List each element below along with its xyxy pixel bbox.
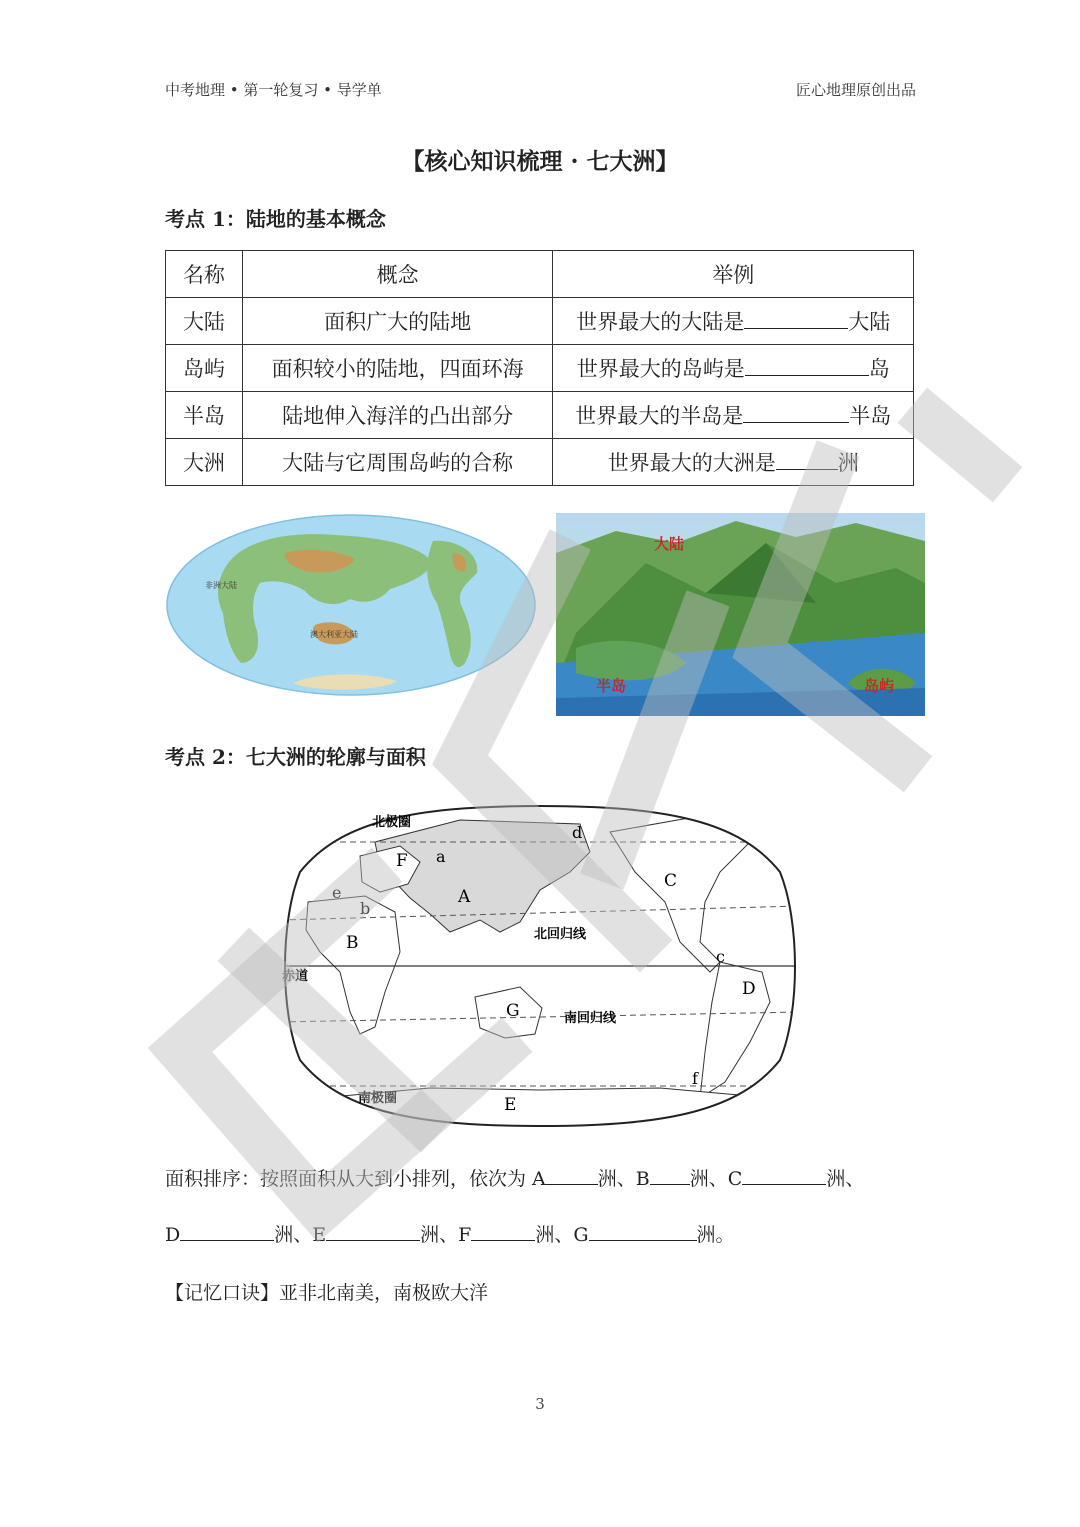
header-right: 匠心地理原创出品 — [795, 81, 916, 99]
example-suffix: 半岛 — [849, 404, 892, 429]
answer-blank[interactable] — [744, 306, 848, 329]
tropic-cancer-label: 北回归线 — [534, 927, 587, 942]
label-island: 岛屿 — [864, 677, 895, 695]
table-cell — [553, 439, 914, 486]
continent-label-A: A — [458, 887, 471, 907]
table-cell: 大陆与它周围岛屿的合称 — [242, 439, 553, 486]
table-cell: 岛屿 — [166, 345, 243, 392]
fill-zhou: 洲 — [535, 1223, 555, 1246]
boundary-label-f: f — [692, 1069, 698, 1088]
fill-sep: 、F — [439, 1223, 472, 1246]
table-row — [166, 345, 914, 392]
table-row — [166, 392, 914, 439]
continent-label-F: F — [396, 851, 408, 871]
boundary-label-e: e — [332, 883, 342, 902]
table-cell: 大洲 — [166, 439, 243, 486]
example-suffix: 岛 — [868, 357, 890, 382]
equator-label: 赤道 — [282, 969, 309, 984]
continent-label-C: C — [664, 871, 678, 891]
fill-zhou: 洲 — [420, 1223, 440, 1246]
table-cell: 面积广大的陆地 — [242, 298, 553, 345]
fill-zhou: 洲 — [274, 1223, 294, 1246]
boundary-label-a: a — [436, 847, 446, 866]
answer-blank-F[interactable] — [471, 1220, 535, 1241]
example-suffix: 大陆 — [848, 310, 891, 335]
answer-blank-G[interactable] — [589, 1220, 697, 1241]
example-text: 世界最大的岛屿是 — [576, 357, 745, 382]
table-cell: 大陆 — [166, 298, 243, 345]
continent-label-E: E — [504, 1095, 517, 1115]
table-row — [166, 298, 914, 345]
tropic-capricorn-label: 南回归线 — [564, 1011, 617, 1026]
label-continent: 大陆 — [654, 535, 685, 553]
example-suffix: 洲 — [837, 451, 859, 476]
table-cell: 陆地伸入海洋的凸出部分 — [242, 392, 553, 439]
section2-heading: 考点 2：七大洲的轮廓与面积 — [165, 745, 426, 769]
fill-sep: 、E — [293, 1223, 327, 1246]
answer-blank[interactable] — [745, 353, 869, 376]
answer-blank[interactable] — [776, 447, 838, 470]
globe-label-australia: 澳大利亚大陆 — [310, 630, 358, 639]
label-peninsula: 半岛 — [596, 677, 627, 695]
header-left: 中考地理 • 第一轮复习 • 导学单 — [165, 81, 382, 99]
answer-blank-C[interactable] — [742, 1164, 826, 1185]
continent-label-G: G — [506, 1001, 520, 1021]
table-header: 名称 — [166, 251, 243, 298]
table-cell — [553, 345, 914, 392]
answer-blank-E[interactable] — [326, 1220, 420, 1241]
table-header-row — [166, 251, 914, 298]
example-text: 世界最大的大陆是 — [576, 310, 745, 335]
continent-label-B: B — [346, 933, 359, 953]
table-header: 概念 — [242, 251, 553, 298]
globe-label-africa: 非洲大陆 — [205, 581, 237, 590]
area-order-question — [165, 1164, 925, 1193]
boundary-label-c: c — [716, 947, 725, 966]
fill-zhou: 洲 — [689, 1167, 709, 1190]
table-row — [166, 439, 914, 486]
fill-sep: D — [165, 1223, 181, 1246]
section1-heading: 考点 1：陆地的基本概念 — [165, 207, 386, 231]
answer-blank-A[interactable] — [546, 1164, 598, 1185]
arctic-circle-label: 北极圈 — [372, 815, 412, 830]
example-text: 世界最大的半岛是 — [575, 404, 744, 429]
antarctic-circle-label: 南极圈 — [358, 1091, 398, 1106]
fill-sep: 、B — [616, 1167, 650, 1190]
world-oval-map — [165, 513, 537, 698]
page-number: 3 — [535, 1395, 545, 1413]
table-cell: 半岛 — [166, 392, 243, 439]
table-cell — [553, 392, 914, 439]
fill-sep: 、 — [845, 1167, 865, 1190]
table-cell: 面积较小的陆地，四面环海 — [242, 345, 553, 392]
table-header: 举例 — [553, 251, 914, 298]
table-cell — [553, 298, 914, 345]
boundary-label-b: b — [360, 899, 371, 918]
area-order-question-line2 — [165, 1220, 735, 1249]
boundary-label-d: d — [572, 823, 583, 842]
answer-blank-B[interactable] — [650, 1164, 690, 1185]
fill-sep: 、C — [708, 1167, 743, 1190]
mnemonic-text: 【记忆口诀】亚非北南美，南极欧大洋 — [165, 1282, 489, 1304]
fill-sep: 、G — [554, 1223, 589, 1246]
answer-blank-D[interactable] — [180, 1220, 274, 1241]
page-title: 【核心知识梳理 · 七大洲】 — [401, 148, 679, 175]
fill-intro: 面积排序：按照面积从大到小排列，依次为 A — [165, 1167, 546, 1190]
fill-zhou: 洲 — [597, 1167, 617, 1190]
land-concept-table — [165, 250, 914, 486]
continents-outline-map — [280, 802, 800, 1130]
example-text: 世界最大的大洲是 — [607, 451, 776, 476]
fill-zhou: 洲 — [826, 1167, 846, 1190]
landform-illustration — [556, 513, 925, 716]
answer-blank[interactable] — [743, 400, 849, 423]
continent-label-D: D — [742, 979, 756, 999]
fill-end: 洲。 — [696, 1223, 735, 1246]
